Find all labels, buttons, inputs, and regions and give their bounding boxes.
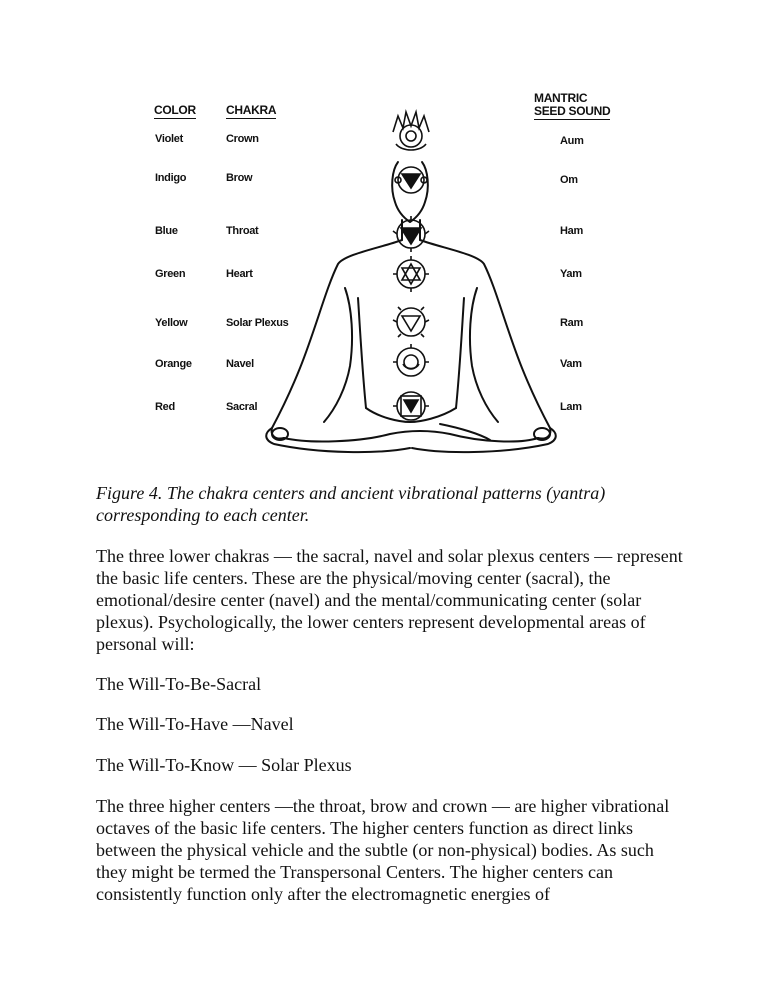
paragraph: The three higher centers —the throat, brow and crown — are higher vibrational octaves of the basic life centers. The higher centers function as direct links between the physical vehicle and the subtle (or non-physical) bodies. As such they might be termed the Transpersonal Centers. The higher centers can consistently function only after the electromagnetic energies of bbox=[96, 796, 670, 904]
sound-cell: Lam bbox=[560, 401, 582, 413]
crown-chakra-symbol bbox=[393, 112, 429, 150]
color-cell: Yellow bbox=[155, 317, 188, 329]
chakra-cell: Brow bbox=[226, 172, 253, 184]
color-cell: Red bbox=[155, 401, 175, 413]
sound-cell: Yam bbox=[560, 268, 582, 280]
chakra-cell: Navel bbox=[226, 358, 254, 370]
sound-cell: Aum bbox=[560, 135, 584, 147]
color-cell: Indigo bbox=[155, 172, 187, 184]
sound-cell: Ham bbox=[560, 225, 583, 237]
chakra-figure bbox=[140, 88, 640, 458]
sacral-chakra-symbol bbox=[393, 392, 429, 420]
sound-cell: Vam bbox=[560, 358, 582, 370]
sound-cell: Om bbox=[560, 174, 578, 186]
color-column-header: COLOR bbox=[154, 103, 196, 117]
mantric-header-line2: SEED SOUND bbox=[534, 104, 611, 118]
chakra-cell: Sacral bbox=[226, 401, 258, 413]
color-cell: Blue bbox=[155, 225, 178, 237]
heart-chakra-symbol bbox=[393, 256, 429, 292]
mantric-header-line1: MANTRIC bbox=[534, 91, 588, 105]
paragraph: The three lower chakras — the sacral, navel and solar plexus centers — represent the basic life centers. These are the physical/moving center (sacral), the emotional/desire center (navel) and the mental/communicating center (solar plexus). Psychologically, the lower centers represent developmental areas of personal will: bbox=[96, 546, 683, 654]
chakra-cell: Throat bbox=[226, 225, 259, 237]
figure-caption: Figure 4. The chakra centers and ancient vibrational patterns (yantra) corresponding to each center. bbox=[96, 483, 606, 525]
sound-cell: Ram bbox=[560, 317, 583, 329]
color-cell: Green bbox=[155, 268, 186, 280]
brow-chakra-symbol bbox=[395, 167, 427, 193]
paragraph: The Will-To-Have —Navel bbox=[96, 714, 294, 734]
solar-plexus-chakra-symbol bbox=[393, 307, 429, 337]
chakra-cell: Solar Plexus bbox=[226, 317, 289, 329]
chakra-cell: Heart bbox=[226, 268, 253, 280]
chakra-cell: Crown bbox=[226, 133, 259, 145]
color-cell: Violet bbox=[155, 133, 183, 145]
paragraph: The Will-To-Be-Sacral bbox=[96, 674, 262, 694]
navel-chakra-symbol bbox=[393, 344, 429, 376]
paragraph: The Will-To-Know — Solar Plexus bbox=[96, 755, 352, 775]
color-cell: Orange bbox=[155, 358, 192, 370]
chakra-column-header: CHAKRA bbox=[226, 103, 277, 117]
